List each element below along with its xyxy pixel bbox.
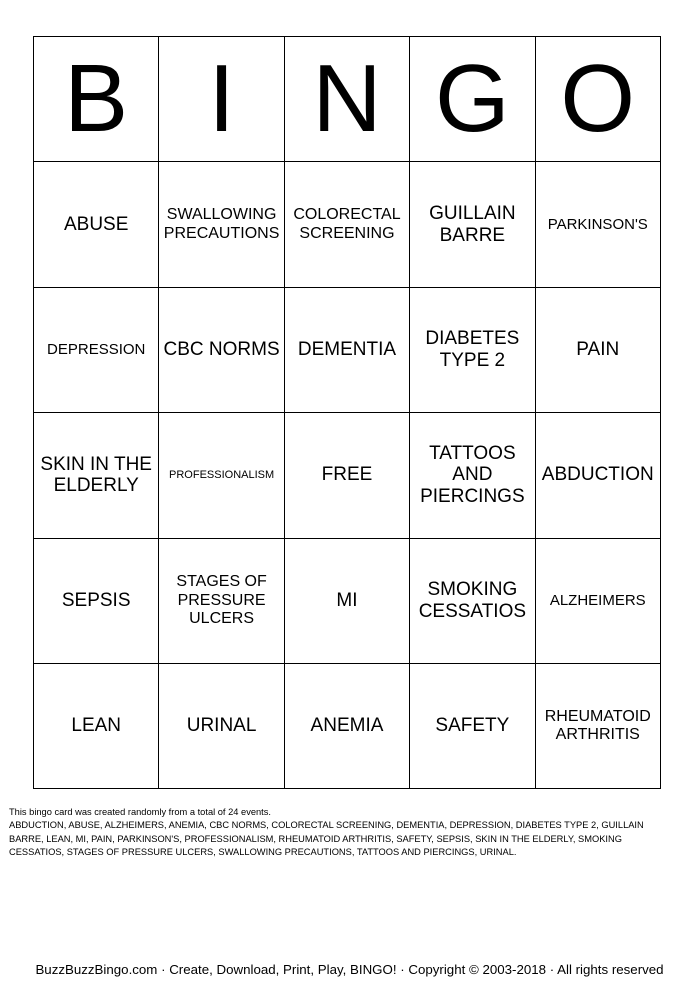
- bingo-cell: URINAL: [159, 663, 284, 788]
- bingo-row: [34, 663, 661, 788]
- bingo-row: [34, 162, 661, 287]
- bingo-cell: ANEMIA: [284, 663, 409, 788]
- header-letter-i: I: [159, 37, 284, 162]
- bingo-cell: GUILLAIN BARRE: [410, 162, 535, 287]
- bingo-header-row: [34, 37, 661, 162]
- bingo-cell: DIABETES TYPE 2: [410, 287, 535, 412]
- bingo-cell: ABUSE: [34, 162, 159, 287]
- bingo-cell: SEPSIS: [34, 538, 159, 663]
- footnote-intro: This bingo card was created randomly from a total of 24 events.: [9, 807, 271, 817]
- bingo-cell: PROFESSIONALISM: [159, 413, 284, 538]
- bingo-cell: SAFETY: [410, 663, 535, 788]
- bingo-cell: SWALLOWING PRECAUTIONS: [159, 162, 284, 287]
- footnote-event-list: ABDUCTION, ABUSE, ALZHEIMERS, ANEMIA, CBC NORMS, COLORECTAL SCREENING, DEMENTIA, DEPRESSION, DIABETES TYPE 2, GUILLAIN BARRE, LEAN, MI, PAIN, PARKINSON'S, PROFESSIONALISM, RHEUMATOID ARTHRITIS, SAFETY, SEPSIS, SKIN IN THE ELDERLY, SMOKING CESSATIOS, STAGES OF PRESSURE ULCERS, SWALLOWING PRECAUTIONS, TATTOOS AND PIERCINGS, URINAL.: [9, 820, 644, 858]
- bingo-cell: SMOKING CESSATIOS: [410, 538, 535, 663]
- bingo-row: [34, 538, 661, 663]
- bingo-cell: LEAN: [34, 663, 159, 788]
- bingo-cell: DEMENTIA: [284, 287, 409, 412]
- bingo-cell: SKIN IN THE ELDERLY: [34, 413, 159, 538]
- site-footer: BuzzBuzzBingo.com · Create, Download, Print, Play, BINGO! · Copyright © 2003-2018 · All rights reserved: [35, 962, 664, 977]
- bingo-card: [33, 36, 661, 789]
- bingo-row: [34, 413, 661, 538]
- header-letter-g: G: [410, 37, 535, 162]
- bingo-cell: ALZHEIMERS: [535, 538, 660, 663]
- bingo-cell: MI: [284, 538, 409, 663]
- bingo-cell: PAIN: [535, 287, 660, 412]
- bingo-cell: PARKINSON'S: [535, 162, 660, 287]
- bingo-cell: TATTOOS AND PIERCINGS: [410, 413, 535, 538]
- bingo-cell: RHEUMATOID ARTHRITIS: [535, 663, 660, 788]
- bingo-cell: COLORECTAL SCREENING: [284, 162, 409, 287]
- bingo-cell: DEPRESSION: [34, 287, 159, 412]
- free-space-cell: FREE: [284, 413, 409, 538]
- card-footnote: [9, 806, 669, 860]
- bingo-row: [34, 287, 661, 412]
- header-letter-b: B: [34, 37, 159, 162]
- header-letter-n: N: [284, 37, 409, 162]
- bingo-cell: STAGES OF PRESSURE ULCERS: [159, 538, 284, 663]
- bingo-cell: ABDUCTION: [535, 413, 660, 538]
- header-letter-o: O: [535, 37, 660, 162]
- bingo-cell: CBC NORMS: [159, 287, 284, 412]
